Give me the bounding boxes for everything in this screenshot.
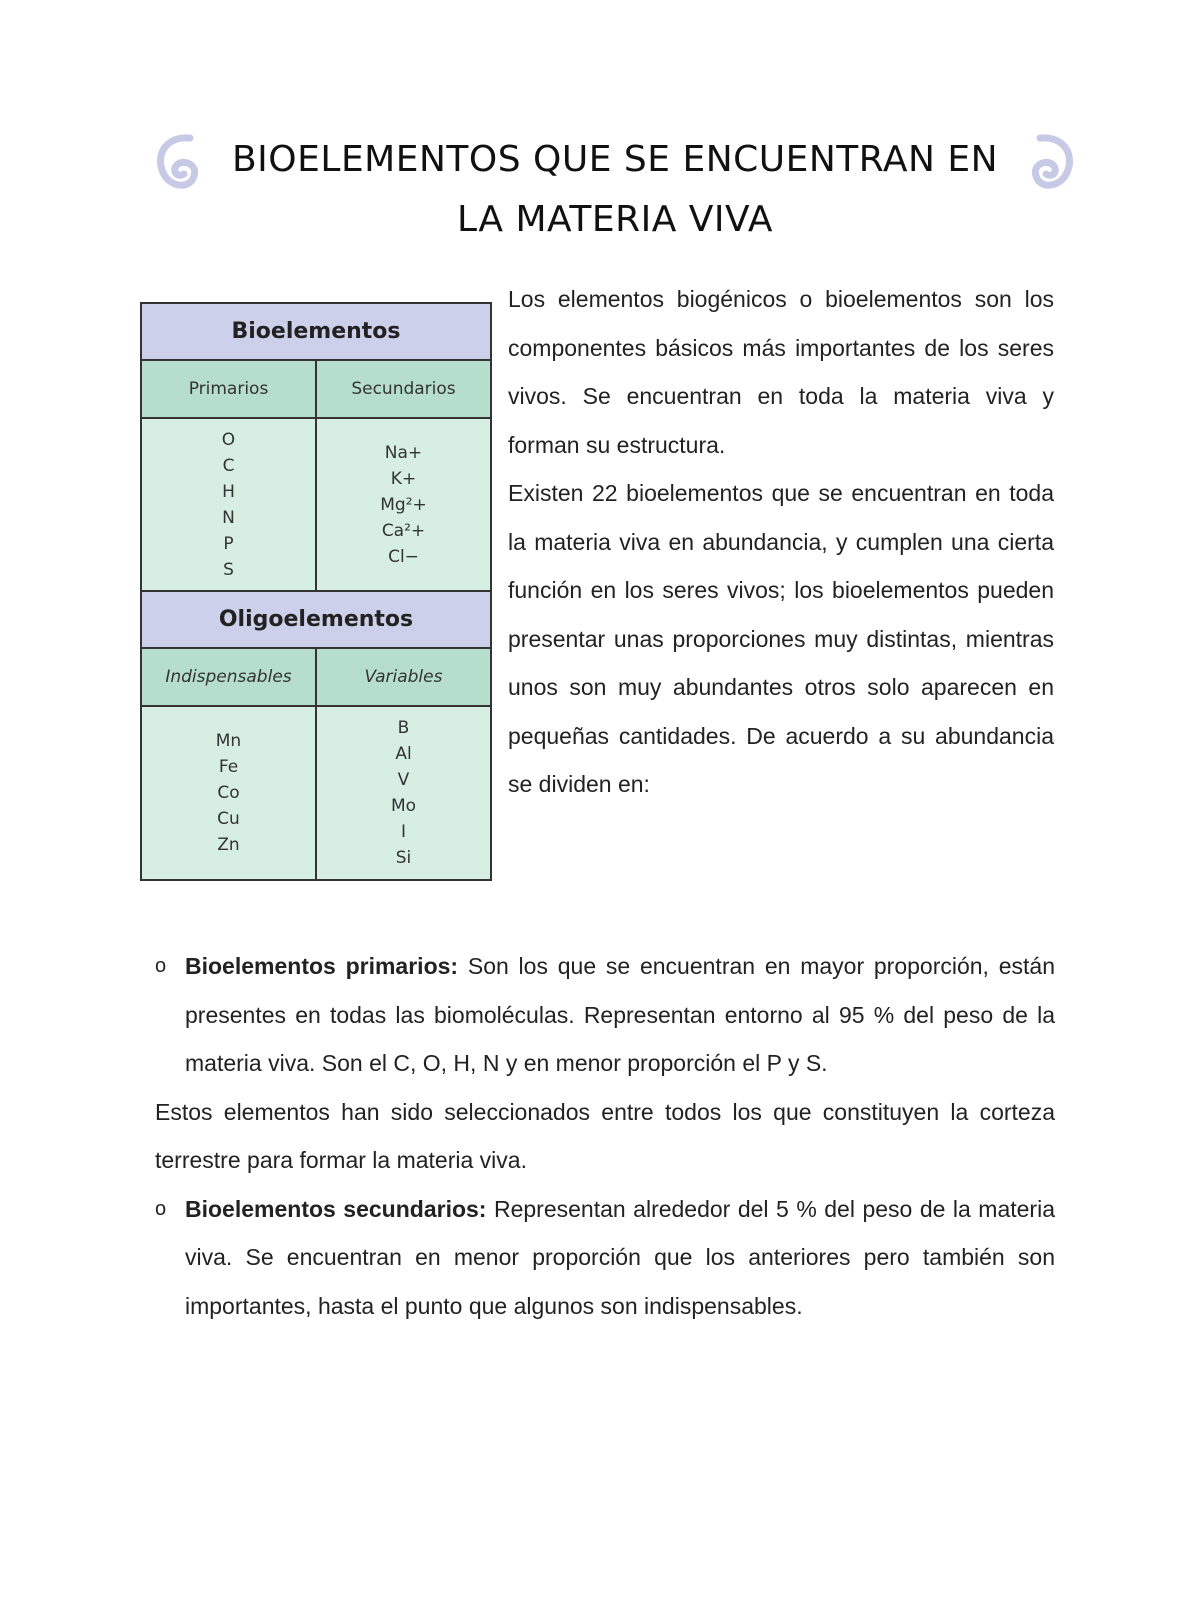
swirl-right-icon [1020,130,1080,200]
intro-text [508,275,1054,809]
secundarios-cell [316,418,491,591]
intro-paragraph-2: Existen 22 bioelementos que se encuentran en toda la materia viva en abundancia, y cumplen una cierta función en los seres vivos; los bioelementos pueden presentar unas proporciones muy distintas, mientras unos son muy abundantes otros solo aparecen en pequeñas cantidades. De acuerdo a su abundancia se dividen en: [508,480,1054,797]
bullet-primarios [155,942,1055,1088]
indispensables-cell [141,706,316,880]
variable-item: Al [395,744,412,764]
indispensable-item: Cu [217,809,240,829]
bullet-marker: o [155,955,167,977]
secundario-item: K+ [390,468,417,489]
secundarios-label: Bioelementos secundarios: [185,1195,487,1222]
variable-item: V [397,770,410,790]
indispensable-item: Zn [217,835,240,855]
variable-item: Si [395,848,412,868]
variable-item: Mo [390,796,417,816]
primario-item: N [222,507,235,528]
intro-paragraph-1: Los elementos biogénicos o bioelementos son los componentes básicos más importantes de los seres vivos. Se encuentran en toda la materia viva y forman su estructura. [508,286,1054,458]
variables-header: Variables [316,648,491,706]
bioelements-table [140,302,492,881]
secundarios-header: Secundarios [316,360,491,418]
variable-item: I [400,822,406,842]
indispensable-item: Co [217,783,240,803]
bullet-marker: o [155,1197,167,1220]
primario-item: H [222,481,235,502]
secundario-item: Cl− [388,546,419,567]
indispensable-item: Fe [218,757,239,777]
bullet-section [155,942,1055,1330]
bullet-secundarios [155,1185,1055,1331]
primario-item: P [223,533,234,554]
title-area [150,130,1080,250]
page-title: BIOELEMENTOS QUE SE ENCUENTRAN EN LA MATERIA VIVA [231,139,999,240]
primarios-label: Bioelementos primarios: [185,953,459,979]
secundario-item: Mg²+ [380,494,427,515]
primario-item: S [223,559,234,580]
primario-item: C [222,455,235,476]
primario-item: O [221,429,236,450]
bioelementos-header: Bioelementos [141,303,491,360]
selected-paragraph: Estos elementos han sido seleccionados entre todos los que constituyen la corteza terrestre para formar la materia viva. [155,1098,1055,1173]
oligoelementos-header: Oligoelementos [141,591,491,648]
primarios-cell [141,418,316,591]
variables-cell [316,706,491,880]
indispensable-item: Mn [215,731,242,751]
secundario-item: Ca²+ [381,520,426,541]
variable-item: B [397,718,410,738]
indispensables-header: Indispensables [141,648,316,706]
secundarios-text: Representan alrededor del 5 % del peso de la materia viva. Se encuentran en menor proporción que los anteriores pero también son importantes, hasta el punto que algunos son indispensables. [185,1195,1055,1319]
primarios-text: Son los que se encuentran en mayor proporción, están presentes en todas las biomoléculas. Representan entorno al 95 % del peso de la materia viva. Son el C, O, H, N y en menor proporción el P y S. [185,953,1055,1076]
swirl-left-icon [150,130,210,200]
secundario-item: Na+ [384,442,423,463]
primarios-header: Primarios [141,360,316,418]
